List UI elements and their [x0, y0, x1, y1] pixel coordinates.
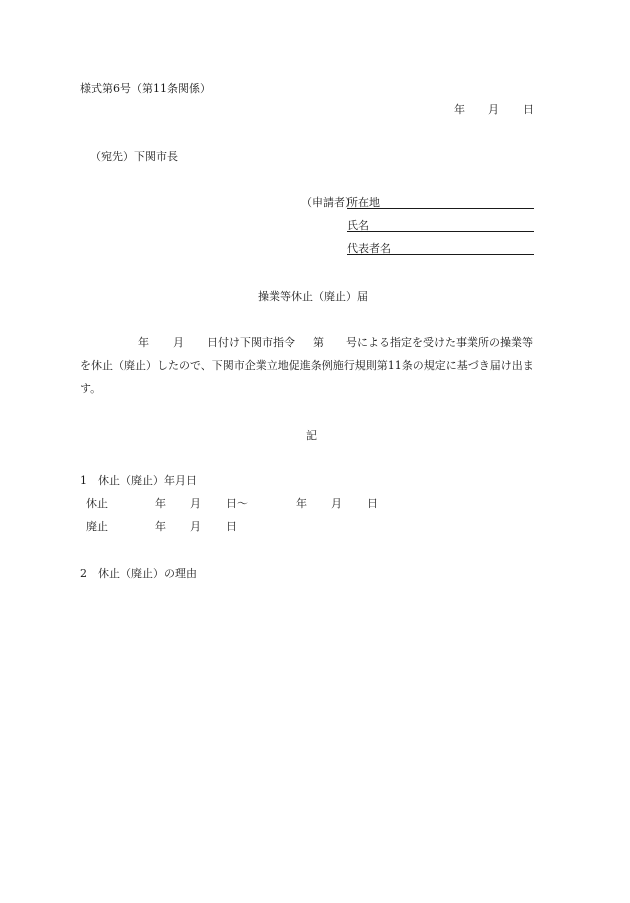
suspension-to-month: 月	[331, 497, 342, 510]
body-text-a: 日付け下関市指令	[207, 336, 295, 349]
address-underline	[347, 208, 534, 209]
suspension-from-month: 月	[190, 497, 201, 510]
suspension-to-day: 日	[367, 497, 378, 510]
body-line-2: を休止（廃止）したので、下関市企業立地促進条例施行規則第11条の規定に基づき届け出ま	[80, 359, 534, 372]
document-title: 操業等休止（廃止）届	[258, 290, 368, 303]
body-line-3: す。	[80, 382, 102, 395]
address-label: 所在地	[347, 196, 380, 209]
name-underline	[347, 231, 534, 232]
item-1-heading: 1 休止（廃止）年月日	[80, 474, 197, 487]
suspension-label: 休止	[86, 497, 108, 510]
abolition-day: 日	[226, 520, 237, 533]
date-day: 日	[523, 103, 534, 116]
date-year: 年	[454, 103, 465, 116]
name-label: 氏名	[347, 219, 369, 232]
abolition-month: 月	[190, 520, 201, 533]
body-text-b: 号による指定を受けた事業所の操業等	[346, 336, 533, 349]
date-month: 月	[488, 103, 499, 116]
body-year: 年	[138, 336, 149, 349]
addressee: （宛先）下関市長	[90, 150, 178, 163]
suspension-from-year: 年	[155, 497, 166, 510]
form-number: 様式第6号（第11条関係）	[80, 82, 211, 95]
ki-label: 記	[306, 429, 317, 442]
body-number-prefix: 第	[313, 336, 324, 349]
suspension-to-year: 年	[296, 497, 307, 510]
item-2-heading: 2 休止（廃止）の理由	[80, 567, 197, 580]
abolition-label: 廃止	[86, 520, 108, 533]
body-month: 月	[173, 336, 184, 349]
applicant-label: （申請者）	[301, 196, 356, 209]
suspension-from-day: 日〜	[226, 497, 248, 510]
representative-underline	[347, 254, 534, 255]
representative-label: 代表者名	[347, 242, 391, 255]
abolition-year: 年	[155, 520, 166, 533]
